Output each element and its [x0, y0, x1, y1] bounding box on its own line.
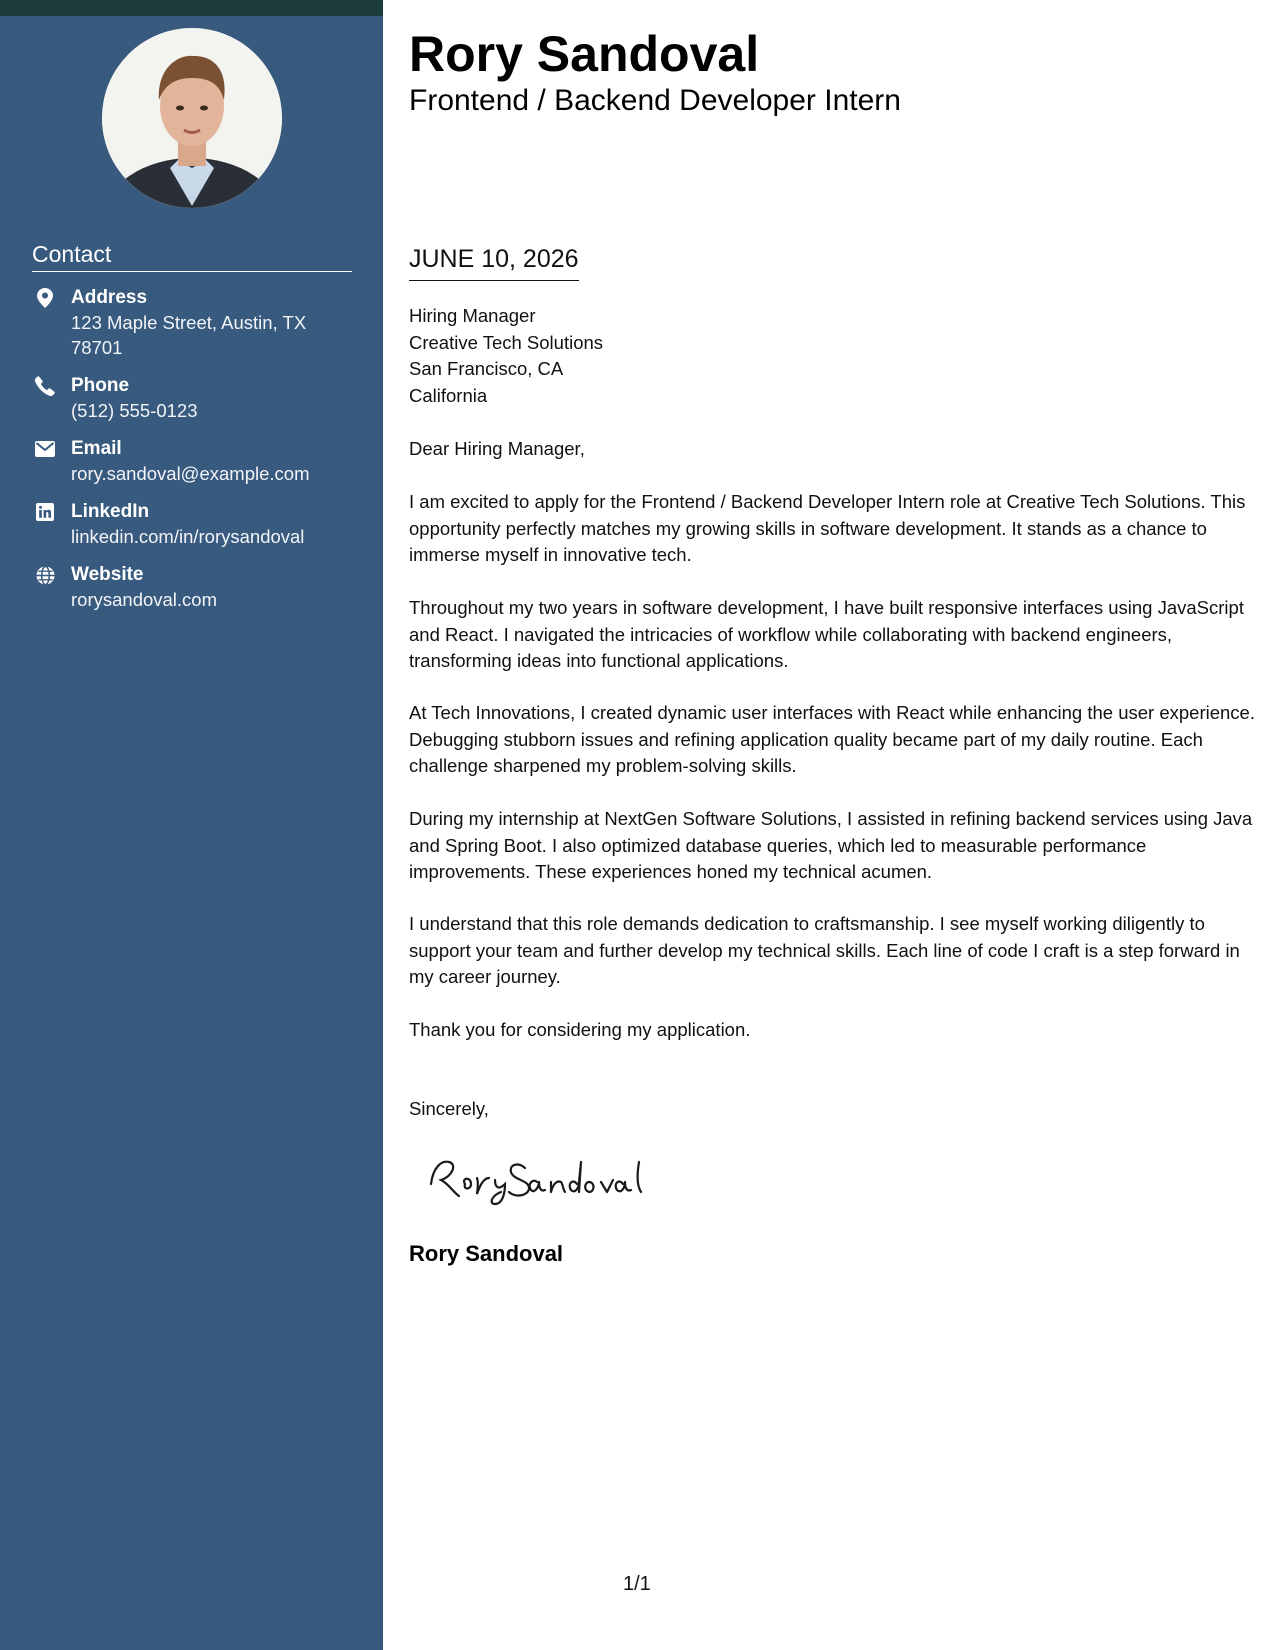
website-label: Website [71, 564, 144, 585]
linkedin-icon [32, 502, 58, 522]
body-paragraph: I understand that this role demands dedication to craftsmanship. I see myself working diligently to support your team and further develop my technical skills. Each line of code I craft is a step forward in my career journey. [409, 913, 1240, 987]
handwritten-signature [425, 1148, 665, 1208]
recipient-line: San Francisco, CA [409, 358, 564, 379]
address-line-2: 78701 [71, 337, 123, 358]
address-line-1: 123 Maple Street, Austin, TX [71, 312, 307, 333]
phone-icon [32, 376, 58, 396]
page-number: 1/1 [623, 1573, 651, 1595]
address-label: Address [71, 287, 148, 308]
linkedin-label: LinkedIn [71, 501, 150, 522]
profile-photo [102, 28, 282, 208]
applicant-name: Rory Sandoval [409, 26, 760, 82]
sign-off: Sincerely, [409, 1098, 489, 1119]
recipient-line: Hiring Manager [409, 305, 536, 326]
recipient-block [409, 303, 603, 409]
body-paragraph: During my internship at NextGen Software Solutions, I assisted in refining backend services using Java and Spring Boot. I also optimized database queries, which led to measurable performance improvements. These experiences honed my technical acumen. [409, 808, 1253, 882]
recipient-line: Creative Tech Solutions [409, 331, 604, 353]
contact-heading: Contact [32, 240, 352, 272]
phone-value[interactable]: (512) 555-0123 [71, 400, 198, 421]
linkedin-value[interactable]: linkedin.com/in/rorysandoval [71, 526, 305, 547]
recipient-line: California [409, 384, 488, 406]
email-label: Email [71, 438, 122, 459]
sidebar-top-bar [0, 0, 383, 16]
avatar [102, 28, 282, 208]
closing-thanks: Thank you for considering my application. [409, 1019, 751, 1040]
body-paragraph: I am excited to apply for the Frontend / Backend Developer Intern role at Creative Tech Solutions. This opportunity perfectly matches my growing skills in software development. It stands as a chance to immerse myself in innovative tech. [409, 491, 1246, 565]
email-value[interactable]: rory.sandoval@example.com [71, 463, 310, 484]
phone-label: Phone [71, 375, 130, 396]
body-paragraph: At Tech Innovations, I created dynamic user interfaces with React while enhancing the user experience. Debugging stubborn issues and refining application quality became part of my daily routine. Each challenge sharpened my problem-solving skills. [409, 702, 1255, 776]
envelope-icon [32, 439, 58, 459]
letter-date: JUNE 10, 2026 [409, 244, 579, 281]
salutation: Dear Hiring Manager, [409, 438, 585, 459]
job-title: Frontend / Backend Developer Intern [409, 84, 901, 117]
map-pin-icon [32, 288, 58, 308]
globe-icon [32, 565, 58, 585]
body-paragraph: Throughout my two years in software development, I have built responsive interfaces using JavaScript and React. I navigated the intricacies of workflow while collaborating with backend engineers, transforming ideas into functional applications. [409, 597, 1244, 671]
signer-name: Rory Sandoval [409, 1241, 564, 1266]
sidebar [0, 0, 383, 1650]
website-value[interactable]: rorysandoval.com [71, 589, 218, 610]
